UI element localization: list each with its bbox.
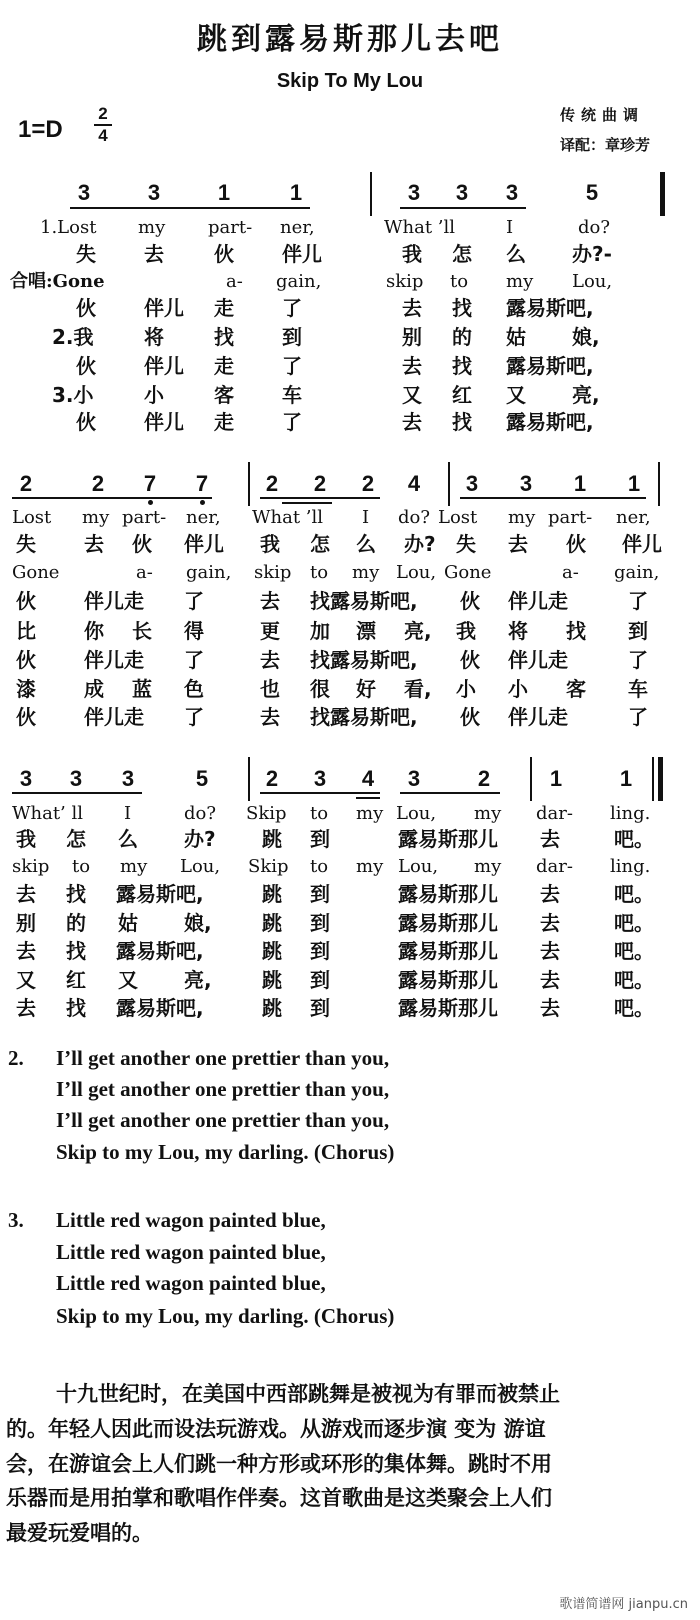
arranger-credit: 译配：章珍芳: [560, 136, 651, 154]
lyric: dar-: [536, 856, 573, 877]
lyric: 吧。: [614, 968, 654, 992]
lyric: 去: [540, 911, 560, 935]
lyric: 了: [628, 589, 648, 613]
bar-line: [658, 462, 660, 506]
lyric: 伙: [76, 410, 96, 434]
lyric: ling.: [610, 803, 651, 824]
note: 1: [573, 471, 587, 496]
lyric: gain,: [614, 562, 660, 583]
lyric: 伙: [214, 242, 234, 266]
lyric: my: [474, 803, 502, 824]
lyric: 2.我: [52, 325, 94, 349]
lyric: 到: [310, 996, 330, 1020]
lyric: 了: [184, 705, 204, 729]
lyric: 去: [540, 996, 560, 1020]
lyric: 看,: [404, 677, 432, 701]
beam-line: [260, 792, 380, 794]
lyric: 露易斯吧,: [116, 882, 204, 906]
lyric: 亮,: [572, 383, 600, 407]
song-subtitle: Skip To My Lou: [276, 70, 424, 92]
beam-line: [400, 792, 500, 794]
verse-line: I’ll get another one prettier than you,: [56, 1108, 390, 1132]
lyric: 合唱:Gone: [10, 271, 105, 292]
lyric: 很: [310, 677, 330, 701]
bar-line: [248, 462, 250, 506]
lyric: 吧。: [614, 911, 654, 935]
lyric: ner,: [280, 217, 315, 238]
lyric: 伴儿: [622, 532, 662, 556]
note: 7: [143, 471, 157, 496]
lyric: 又: [506, 383, 526, 407]
lyric: my: [120, 856, 148, 877]
lyric: 伴儿: [144, 354, 184, 378]
lyric: 娘,: [572, 325, 600, 349]
lyric: 又: [402, 383, 422, 407]
note: 3: [519, 471, 533, 496]
lyric: 了: [282, 296, 302, 320]
lyric: 姑: [506, 325, 526, 349]
key-signature: 1=D: [18, 116, 63, 143]
lyric: my: [352, 562, 380, 583]
lyric: skip: [12, 856, 50, 877]
beam-line: [260, 497, 380, 499]
beam-line: [460, 497, 646, 499]
note: 3: [505, 180, 519, 205]
lyric: 露易斯那儿: [398, 827, 498, 851]
lyric: a-: [562, 562, 579, 583]
lyric: a-: [226, 271, 243, 292]
bar-line: [248, 757, 250, 801]
lyric: 色: [184, 677, 204, 701]
lyric: 找: [566, 619, 586, 643]
lyric: 小: [508, 677, 528, 701]
lyric: 我: [260, 532, 280, 556]
lyric: Lost: [12, 507, 52, 528]
note: 1: [549, 766, 563, 791]
lyric: do?: [398, 507, 431, 528]
lyric: dar-: [536, 803, 573, 824]
lyric: 去: [260, 589, 280, 613]
lyric: 我: [16, 827, 36, 851]
lyric: 伙: [16, 589, 36, 613]
note: 3: [147, 180, 161, 205]
lyric: 蓝: [132, 677, 152, 701]
lyric: 伙: [16, 705, 36, 729]
lower-octave-dot: [200, 500, 205, 505]
lyric: 走: [214, 296, 234, 320]
lyric: 到: [310, 968, 330, 992]
lyric: 找: [214, 325, 234, 349]
lyric: 到: [310, 911, 330, 935]
lyric: to: [310, 856, 329, 877]
lyric: gain,: [276, 271, 322, 292]
lyric: 了: [184, 648, 204, 672]
note: 1: [627, 471, 641, 496]
note-line: 十九世纪时，在美国中西部跳舞是被视为有罪而被禁止: [56, 1382, 560, 1406]
lyric: 去: [84, 532, 104, 556]
lyric: 1.Lost: [40, 217, 97, 238]
lyric: Gone: [444, 562, 492, 583]
lyric: 找: [452, 410, 472, 434]
lyric: to: [72, 856, 91, 877]
lyric: 吧。: [614, 827, 654, 851]
lyric: 了: [628, 705, 648, 729]
lyric: 去: [144, 242, 164, 266]
lyric: 去: [540, 939, 560, 963]
lyric: 去: [260, 705, 280, 729]
lyric: ling.: [610, 856, 651, 877]
note: 7: [195, 471, 209, 496]
lyric: 露易斯那儿: [398, 968, 498, 992]
beam-line: [356, 797, 380, 799]
lyric: my: [356, 856, 384, 877]
lyric: 露易斯吧,: [116, 939, 204, 963]
lyric: 也: [260, 677, 280, 701]
lyric: 伙: [76, 354, 96, 378]
lyric: 到: [628, 619, 648, 643]
verse-line: I’ll get another one prettier than you,: [56, 1077, 390, 1101]
lyric: 的: [452, 325, 472, 349]
lyric: 去: [16, 996, 36, 1020]
lower-octave-dot: [148, 500, 153, 505]
lyric: 吧。: [614, 996, 654, 1020]
lyric: 亮,: [184, 968, 212, 992]
lyric: part-: [208, 217, 253, 238]
origin-credit: 传统曲调: [560, 106, 645, 124]
lyric: 跳: [262, 911, 282, 935]
lyric: 了: [184, 589, 204, 613]
lyric: my: [82, 507, 110, 528]
note: 2: [313, 471, 327, 496]
beam-line: [400, 207, 526, 209]
lyric: 办?: [184, 827, 216, 851]
bar-line: [448, 462, 450, 506]
lyric: part-: [122, 507, 167, 528]
lyric: 吧。: [614, 939, 654, 963]
lyric: 伙: [132, 532, 152, 556]
lyric: 长: [132, 619, 152, 643]
lyric: I: [506, 217, 514, 238]
lyric: a-: [136, 562, 153, 583]
lyric: 伴儿走: [508, 648, 568, 672]
lyric: 娘,: [184, 911, 212, 935]
lyric: 到: [282, 325, 302, 349]
lyric: 找: [452, 296, 472, 320]
bar-line: [370, 172, 372, 216]
lyric: 更: [260, 619, 280, 643]
lyric: 办?-: [572, 242, 612, 266]
beam-line: [12, 497, 212, 499]
lyric: 去: [540, 882, 560, 906]
note: 1: [289, 180, 303, 205]
lyric: 伙: [460, 648, 480, 672]
note: 2: [477, 766, 491, 791]
lyric: 找: [66, 939, 86, 963]
lyric: 怎: [66, 827, 86, 851]
lyric: ner,: [616, 507, 651, 528]
lyric: 成: [84, 677, 104, 701]
lyric: 好: [356, 677, 376, 701]
lyric: 跳: [262, 996, 282, 1020]
note: 3: [407, 180, 421, 205]
lyric: my: [506, 271, 534, 292]
time-numerator: 2: [98, 104, 108, 123]
lyric: 漆: [16, 677, 36, 701]
lyric: 失: [16, 532, 36, 556]
lyric: 车: [628, 677, 648, 701]
bar-line: [530, 757, 532, 801]
lyric: 露易斯吧,: [116, 996, 204, 1020]
lyric: 露易斯那儿: [398, 882, 498, 906]
lyric: 你: [84, 619, 104, 643]
verse-line: Little red wagon painted blue,: [56, 1271, 326, 1295]
lyric: Skip: [248, 856, 289, 877]
note: 3: [313, 766, 327, 791]
lyric: 跳: [262, 968, 282, 992]
lyric: to: [450, 271, 469, 292]
verse-line: Little red wagon painted blue,: [56, 1240, 326, 1264]
lyric: 走: [214, 354, 234, 378]
lyric: 3.小: [52, 383, 94, 407]
lyric: skip: [386, 271, 424, 292]
song-title: 跳到露易斯那儿去吧: [197, 22, 503, 57]
lyric: 露易斯吧,: [506, 354, 594, 378]
lyric: part-: [548, 507, 593, 528]
verse-line: Skip to my Lou, my darling. (Chorus): [56, 1304, 395, 1328]
lyric: 去: [540, 968, 560, 992]
lyric: 我: [456, 619, 476, 643]
lyric: 到: [310, 939, 330, 963]
lyric: my: [474, 856, 502, 877]
lyric: 找露易斯吧,: [310, 589, 418, 613]
lyric: What’ ll: [12, 803, 84, 824]
site-watermark: 歌谱简谱网 jianpu.cn: [559, 1597, 688, 1612]
lyric: 找: [66, 996, 86, 1020]
bar-line-thick: [660, 172, 665, 216]
beam-line: [12, 792, 142, 794]
final-bar-line: [658, 757, 663, 801]
note: 4: [361, 766, 375, 791]
lyric: Lou,: [572, 271, 613, 292]
lyric: 失: [76, 242, 96, 266]
lyric: 伙: [460, 589, 480, 613]
lyric: 车: [282, 383, 302, 407]
lyric: 比: [16, 619, 36, 643]
lyric: 伙: [460, 705, 480, 729]
lyric: skip: [254, 562, 292, 583]
note: 2: [19, 471, 33, 496]
note: 5: [585, 180, 599, 205]
lyric: 亮,: [404, 619, 432, 643]
lyric: do?: [578, 217, 611, 238]
lyric: 又: [16, 968, 36, 992]
lyric: 走: [214, 410, 234, 434]
lyric: 小: [456, 677, 476, 701]
note: 3: [407, 766, 421, 791]
note: 4: [407, 471, 421, 496]
lyric: 别: [16, 911, 36, 935]
note-line: 乐器而是用拍掌和歌唱作伴奏。这首歌曲是这类聚会上人们: [6, 1486, 552, 1510]
note: 2: [91, 471, 105, 496]
lyric: 找: [452, 354, 472, 378]
beam-line: [70, 207, 310, 209]
lyric: 了: [628, 648, 648, 672]
lyric: Lost: [438, 507, 478, 528]
lyric: 找: [66, 882, 86, 906]
verse-number: 2.: [8, 1046, 24, 1070]
lyric: 去: [16, 882, 36, 906]
lyric: 客: [566, 677, 586, 701]
note: 3: [69, 766, 83, 791]
lyric: 跳: [262, 939, 282, 963]
lyric: 又: [118, 968, 138, 992]
lyric: 我: [402, 242, 422, 266]
lyric: 了: [282, 410, 302, 434]
lyric: 露易斯吧,: [506, 410, 594, 434]
lyric: 露易斯吧,: [506, 296, 594, 320]
lyric: 跳: [262, 827, 282, 851]
note: 1: [217, 180, 231, 205]
lyric: 的: [66, 911, 86, 935]
lyric: 办?: [404, 532, 436, 556]
lyric: 客: [214, 383, 234, 407]
lyric: 怎: [310, 532, 330, 556]
note-line: 会，在游谊会上人们跳一种方形或环形的集体舞。跳时不用: [6, 1452, 552, 1476]
lyric: Skip: [246, 803, 287, 824]
lyric: 将: [508, 619, 528, 643]
lyric: 伴儿走: [508, 705, 568, 729]
note: 1: [619, 766, 633, 791]
lyric: 到: [310, 882, 330, 906]
lyric: ner,: [186, 507, 221, 528]
lyric: 跳: [262, 882, 282, 906]
note: 5: [195, 766, 209, 791]
note: 3: [19, 766, 33, 791]
lyric: 小: [144, 383, 164, 407]
lyric: 么: [356, 532, 376, 556]
note: 3: [455, 180, 469, 205]
lyric: 找露易斯吧,: [310, 705, 418, 729]
lyric: Lou,: [396, 803, 437, 824]
lyric: Lou,: [398, 856, 439, 877]
lyric: to: [310, 803, 329, 824]
lyric: 找露易斯吧,: [310, 648, 418, 672]
lyric: 去: [16, 939, 36, 963]
lyric: 去: [402, 354, 422, 378]
lyric: 么: [506, 242, 526, 266]
lyric: 将: [144, 325, 164, 349]
note-line: 的。年轻人因此而设法玩游戏。从游戏而逐步演 变为 游谊: [6, 1417, 546, 1441]
verse-line: I’ll get another one prettier than you,: [56, 1046, 390, 1070]
lyric: 露易斯那儿: [398, 996, 498, 1020]
lyric: I: [124, 803, 132, 824]
lyric: 伴儿: [282, 242, 322, 266]
time-signature: [94, 105, 112, 145]
note-line: 最爱玩爱唱的。: [6, 1521, 153, 1545]
lyric: 伙: [566, 532, 586, 556]
lyric: What ’ll: [384, 217, 456, 238]
lyric: 漂: [356, 619, 376, 643]
lyric: 红: [66, 968, 86, 992]
lyric: 伙: [76, 296, 96, 320]
lyric: What ’ll: [252, 507, 324, 528]
lyric: 去: [540, 827, 560, 851]
lyric: 伴儿: [184, 532, 224, 556]
lyric: 伴儿: [144, 296, 184, 320]
lyric: 姑: [118, 911, 138, 935]
note: 3: [121, 766, 135, 791]
time-denominator: 4: [98, 126, 108, 145]
lyric: 露易斯那儿: [398, 911, 498, 935]
lyric: do?: [184, 803, 217, 824]
lyric: my: [138, 217, 166, 238]
note: 2: [265, 471, 279, 496]
verse-line: Skip to my Lou, my darling. (Chorus): [56, 1140, 395, 1164]
beam-line: [282, 502, 332, 504]
lyric: 么: [118, 827, 138, 851]
lyric: 吧。: [614, 882, 654, 906]
verse-number: 3.: [8, 1208, 24, 1232]
lyric: 怎: [452, 242, 472, 266]
bar-line: [652, 757, 654, 801]
lyric: 伴儿走: [84, 589, 144, 613]
lyric: 加: [310, 619, 330, 643]
note: 3: [77, 180, 91, 205]
lyric: 了: [282, 354, 302, 378]
lyric: 伴儿走: [84, 648, 144, 672]
note: 3: [465, 471, 479, 496]
lyric: 露易斯那儿: [398, 939, 498, 963]
lyric: 失: [456, 532, 476, 556]
lyric: 去: [508, 532, 528, 556]
lyric: I: [362, 507, 370, 528]
lyric: 别: [402, 325, 422, 349]
verse-line: Little red wagon painted blue,: [56, 1208, 326, 1232]
lyric: Gone: [12, 562, 60, 583]
lyric: 伙: [16, 648, 36, 672]
lyric: 伴儿: [144, 410, 184, 434]
lyric: 伴儿走: [84, 705, 144, 729]
lyric: Lou,: [180, 856, 221, 877]
lyric: 到: [310, 827, 330, 851]
lyric: 得: [184, 619, 204, 643]
note: 2: [361, 471, 375, 496]
lyric: 去: [402, 296, 422, 320]
lyric: gain,: [186, 562, 232, 583]
lyric: to: [310, 562, 329, 583]
lyric: 去: [402, 410, 422, 434]
lyric: 伴儿走: [508, 589, 568, 613]
lyric: 红: [452, 383, 472, 407]
lyric: my: [508, 507, 536, 528]
note: 2: [265, 766, 279, 791]
lyric: Lou,: [396, 562, 437, 583]
lyric: 去: [260, 648, 280, 672]
lyric: my: [356, 803, 384, 824]
